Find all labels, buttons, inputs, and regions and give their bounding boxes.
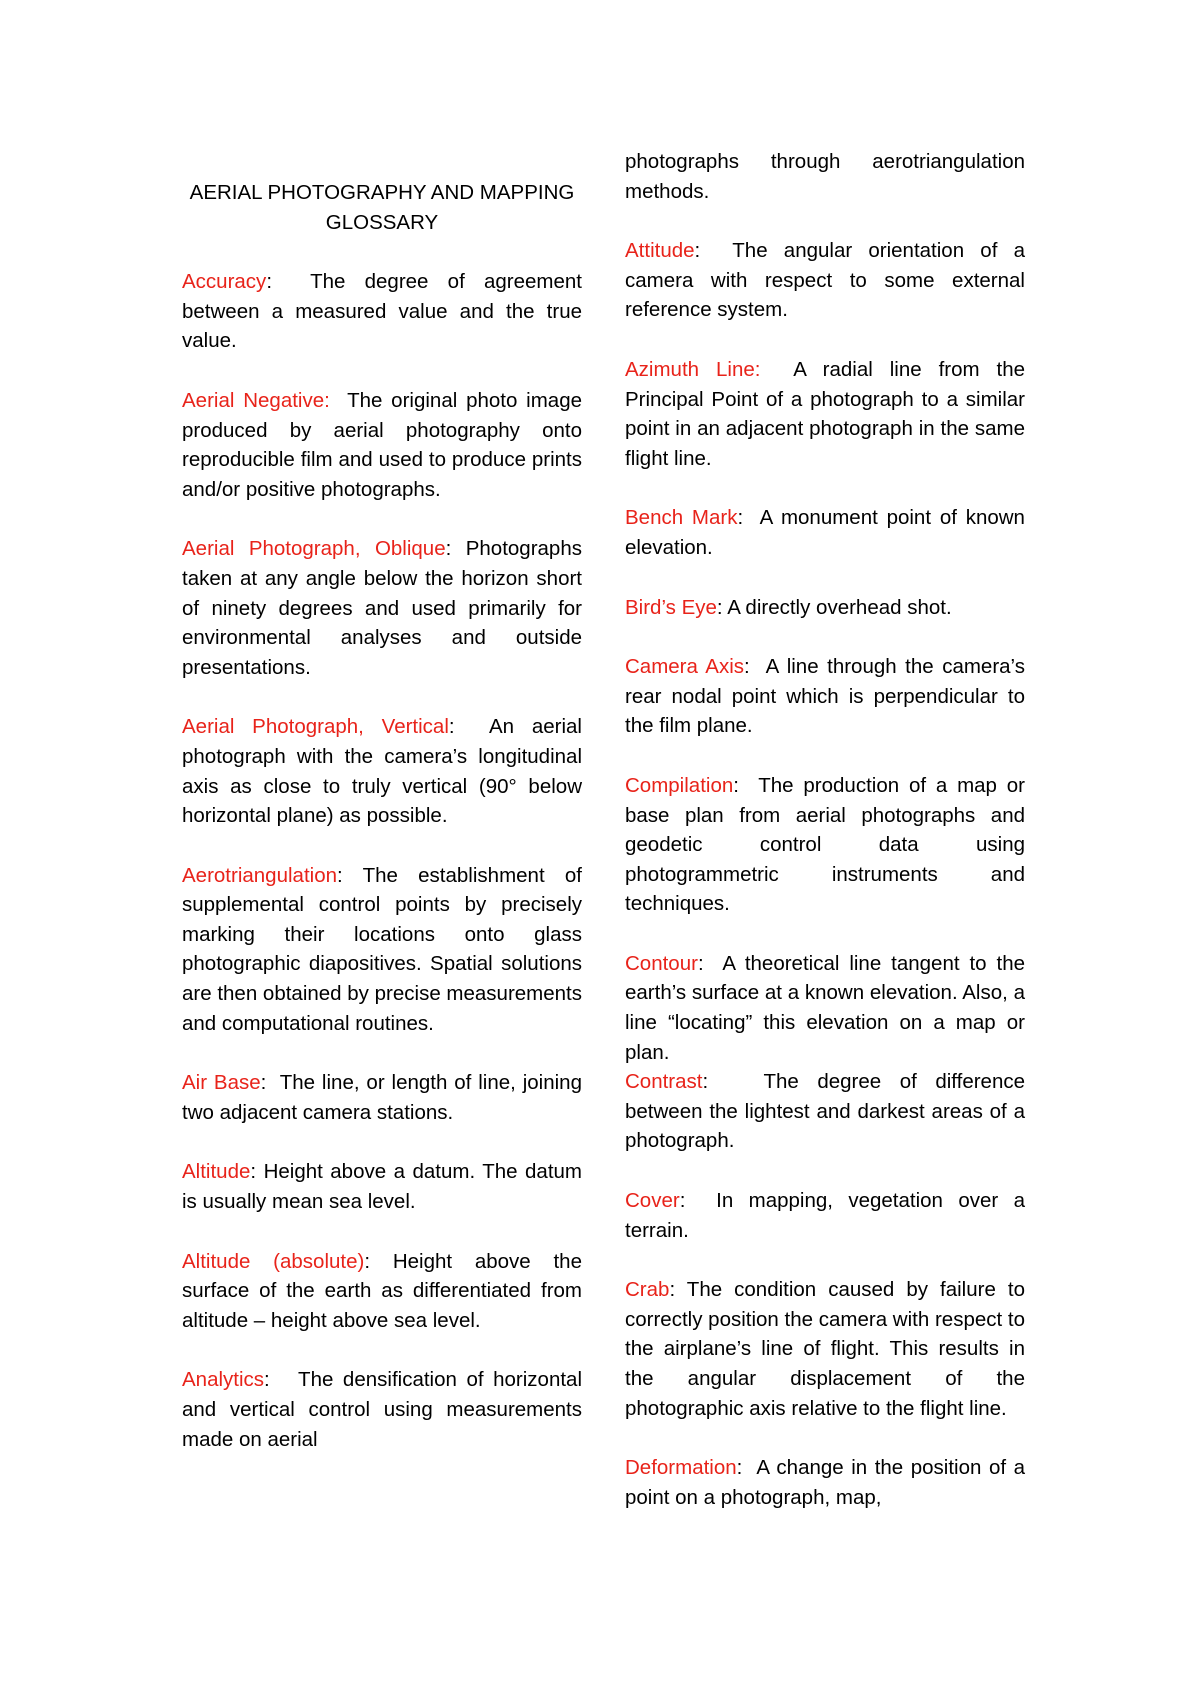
glossary-entry <box>182 1068 582 1127</box>
entry-definition: The angular orientation of a camera with respect to some external reference system. <box>625 239 1026 322</box>
glossary-entry <box>182 1247 582 1336</box>
glossary-entry <box>625 652 1025 741</box>
entry-definition: The condition caused by failure to correctly position the camera with respect to the airplane’s line of flight. This results in the angular displacement of the photographic axis relative to the flight line. <box>625 1278 1025 1420</box>
entry-term: Accuracy <box>182 270 267 294</box>
entry-separator: : <box>733 773 759 797</box>
entry-term: Air Base <box>182 1071 261 1095</box>
right-column <box>625 147 1025 1542</box>
entry-definition: The line, or length of line, joining two adjacent camera stations. <box>182 1071 582 1124</box>
glossary-entry <box>625 236 1025 325</box>
glossary-entry <box>625 1453 1025 1512</box>
entry-definition: An aerial photograph with the camera’s longitudinal axis as close to truly vertical (90° below horizontal plane) as possible. <box>182 715 582 828</box>
glossary-entry <box>182 712 582 830</box>
entry-separator <box>760 358 793 381</box>
entry-term: Aerial Photograph, Oblique <box>182 537 446 561</box>
entry-term: Altitude (absolute) <box>182 1249 365 1273</box>
entry-definition: A theoretical line tangent to the earth’s surface at a known elevation. Also, a line “locating” this elevation on a map or plan. <box>625 951 1025 1064</box>
entry-term: Crab <box>625 1278 670 1302</box>
glossary-entry <box>625 949 1025 1067</box>
entry-term: Bench Mark <box>625 506 738 530</box>
entry-definition: A monument point of known elevation. <box>625 506 1025 559</box>
entry-term: Cover <box>625 1189 680 1213</box>
entry-definition: A directly overhead shot. <box>727 595 952 619</box>
entry-term: Deformation <box>625 1456 737 1480</box>
entry-definition: A change in the position of a point on a photograph, map, <box>625 1456 1025 1509</box>
glossary-entry <box>625 355 1025 473</box>
glossary-entry <box>182 534 582 682</box>
glossary-entry <box>625 593 1025 623</box>
left-column <box>182 178 582 1484</box>
entry-term: Contrast <box>625 1070 703 1094</box>
entry-term: Analytics <box>182 1368 265 1392</box>
continued-definition: photographs through aerotriangulation methods. <box>625 150 1025 203</box>
entry-definition: Height above the surface of the earth as differentiated from altitude – height above sea level. <box>182 1249 582 1332</box>
entry-term: Aerial Photograph, Vertical <box>182 715 449 739</box>
page-title <box>182 178 582 237</box>
entry-separator: : <box>702 1070 764 1094</box>
entry-term: Altitude <box>182 1160 251 1184</box>
entry-term: Compilation <box>625 773 734 797</box>
entry-separator: : <box>250 1160 264 1184</box>
entry-separator: : <box>694 239 733 263</box>
title-line-1: AERIAL PHOTOGRAPHY AND MAPPING <box>189 181 575 204</box>
entry-separator: : <box>448 715 489 739</box>
entry-separator: : <box>364 1249 393 1273</box>
entry-separator: : <box>260 1071 280 1095</box>
entry-definition: A line through the camera’s rear nodal point which is perpendicular to the film plane. <box>625 655 1025 738</box>
entry-definition: The production of a map or base plan from aerial photographs and geodetic control data using photogrammetric instruments and techniques. <box>625 773 1026 916</box>
entry-definition: The original photo image produced by aerial photography onto reproducible film and used to produce prints and/or positive photographs. <box>182 388 583 501</box>
entry-separator: : <box>337 863 363 887</box>
glossary-entry <box>625 771 1025 919</box>
entry-definition: Photographs taken at any angle below the horizon short of ninety degrees and used primarily for environmental analyses and outside presentations. <box>182 537 582 679</box>
entry-term: Azimuth Line: <box>625 357 761 381</box>
entry-separator: : <box>744 655 766 679</box>
glossary-entry <box>182 267 582 356</box>
glossary-entry <box>182 386 582 504</box>
title-line-2: GLOSSARY <box>325 210 439 234</box>
entry-separator: : <box>736 1456 757 1480</box>
glossary-entry <box>625 1067 1025 1156</box>
entry-definition: A radial line from the Principal Point of a photograph to a similar point in an adjacent photograph in the same flight line. <box>625 357 1026 470</box>
entry-definition: The establishment of supplemental control points by precisely marking their locations onto glass photographic diapositives. Spatial solutions are then obtained by precise measurements and computational routines. <box>182 863 582 1035</box>
entry-separator: : <box>669 1278 687 1302</box>
glossary-entry <box>625 1275 1025 1423</box>
entry-definition: Height above a datum. The datum is usually mean sea level. <box>182 1160 582 1214</box>
entry-term: Contour <box>625 951 698 975</box>
entry-separator: : <box>445 537 466 561</box>
glossary-entry <box>182 861 582 1039</box>
glossary-entry <box>625 1186 1025 1245</box>
glossary-entry <box>182 1365 582 1454</box>
entry-separator: : <box>679 1189 717 1213</box>
entry-separator: : <box>737 506 760 530</box>
entry-term: Aerotriangulation <box>182 863 337 887</box>
glossary-entry <box>182 1157 582 1216</box>
entry-separator <box>330 389 347 412</box>
entry-term: Aerial Negative: <box>182 388 330 412</box>
entry-separator: : <box>716 595 728 619</box>
glossary-entry <box>625 503 1025 562</box>
entry-definition: The degree of agreement between a measured value and the true value. <box>182 270 582 353</box>
entry-definition: The densification of horizontal and vertical control using measurements made on aerial <box>182 1368 582 1451</box>
entry-definition: In mapping, vegetation over a terrain. <box>625 1189 1025 1242</box>
entry-term: Bird’s Eye <box>625 595 717 619</box>
entry-separator: : <box>697 951 723 975</box>
entry-term: Attitude <box>625 239 695 263</box>
entry-separator: : <box>264 1368 299 1392</box>
entry-separator: : <box>266 270 311 294</box>
entry-term: Camera Axis <box>625 655 745 679</box>
entry-definition: The degree of difference between the lightest and darkest areas of a photograph. <box>625 1070 1025 1153</box>
